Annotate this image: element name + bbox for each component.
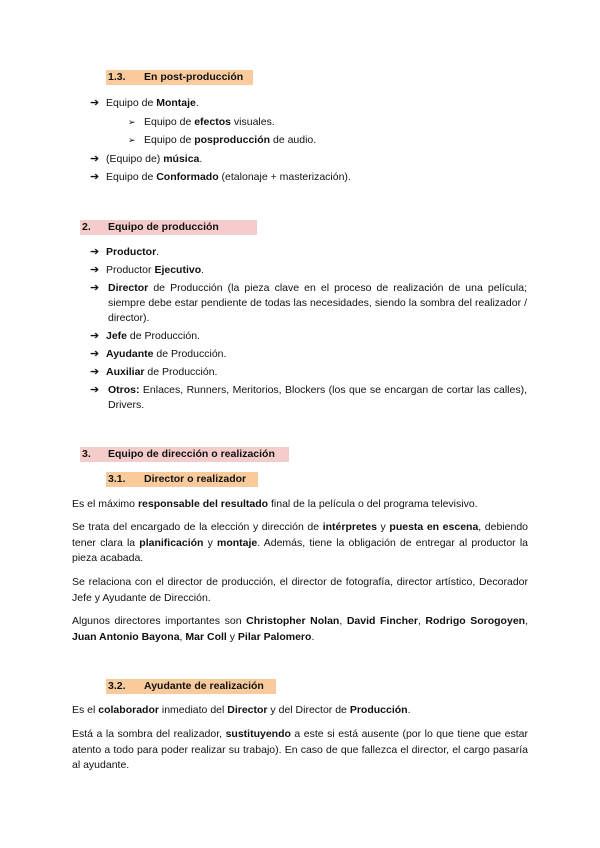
list-item: ➔ Equipo de Conformado (etalonaje + masterización). <box>90 171 351 183</box>
paragraph: Es el máximo responsable del resultado final de la película o del programa televisivo. <box>72 498 478 510</box>
arrow-bullet-icon: ➔ <box>90 153 100 165</box>
arrow-bullet-icon: ➔ <box>90 366 100 378</box>
arrow-bullet-icon: ➔ <box>90 264 100 276</box>
list-item: ➔ Productor. <box>90 246 160 258</box>
paragraph: Está a la sombra del realizador, sustituyendo a este si está ausente (por lo que tiene que estar atento a todo para poder realizar su trabajo). En caso de que fallezca el director, el cargo pasaría al ayudante. <box>72 728 528 771</box>
list-item: ➔ Productor Ejecutivo. <box>90 264 205 276</box>
list-item: ➔ Equipo de Montaje. <box>90 97 199 109</box>
arrow-bullet-icon: ➔ <box>90 171 100 183</box>
heading-3-2: 3.2. Ayudante de realización <box>106 679 276 694</box>
list-item: ➢ Equipo de posproducción de audio. <box>128 134 317 146</box>
list-item: ➢ Equipo de efectos visuales. <box>128 116 275 128</box>
list-item: ➔ Ayudante de Producción. <box>90 348 227 360</box>
arrow-bullet-icon: ➔ <box>90 330 100 342</box>
heading-2: 2. Equipo de producción <box>80 220 257 235</box>
list-item: ➔ Director de Producción (la pieza clave en el proceso de realización de una película; siempre debe estar pendiente de todas las necesidades, siendo la sombra del realizador / director). <box>90 282 527 324</box>
arrow-bullet-icon: ➔ <box>90 246 100 258</box>
heading-1-3: 1.3. En post-producción <box>106 70 253 85</box>
paragraph: Se trata del encargado de la elección y dirección de intérpretes y puesta en escena, debiendo tener clara la planificación y montaje. Además, tiene la obligación de entregar al productor la pieza acabada. <box>72 521 529 564</box>
triangle-bullet-icon: ➢ <box>128 135 136 145</box>
heading-3: 3. Equipo de dirección o realización <box>80 447 289 462</box>
arrow-bullet-icon: ➔ <box>90 384 100 396</box>
paragraph: Es el colaborador inmediato del Director y del Director de Producción. <box>72 704 411 716</box>
paragraph: Se relaciona con el director de producción, el director de fotografía, director artístico, Decorador Jefe y Ayudante de Dirección. <box>72 576 528 604</box>
arrow-bullet-icon: ➔ <box>90 282 100 294</box>
list-item: ➔ (Equipo de) música. <box>90 153 203 165</box>
list-item: ➔ Jefe de Producción. <box>90 330 200 342</box>
arrow-bullet-icon: ➔ <box>90 97 100 109</box>
triangle-bullet-icon: ➢ <box>128 117 136 127</box>
list-item: ➔ Otros: Enlaces, Runners, Meritorios, Blockers (los que se encargan de cortar las calles), Drivers. <box>90 384 527 411</box>
paragraph: Algunos directores importantes son Christopher Nolan, David Fincher, Rodrigo Sorogoyen, Juan Antonio Bayona, Mar Coll y Pilar Palomero. <box>72 615 528 643</box>
list-item: ➔ Auxiliar de Producción. <box>90 366 218 378</box>
heading-3-1: 3.1. Director o realizador <box>106 472 258 487</box>
arrow-bullet-icon: ➔ <box>90 348 100 360</box>
